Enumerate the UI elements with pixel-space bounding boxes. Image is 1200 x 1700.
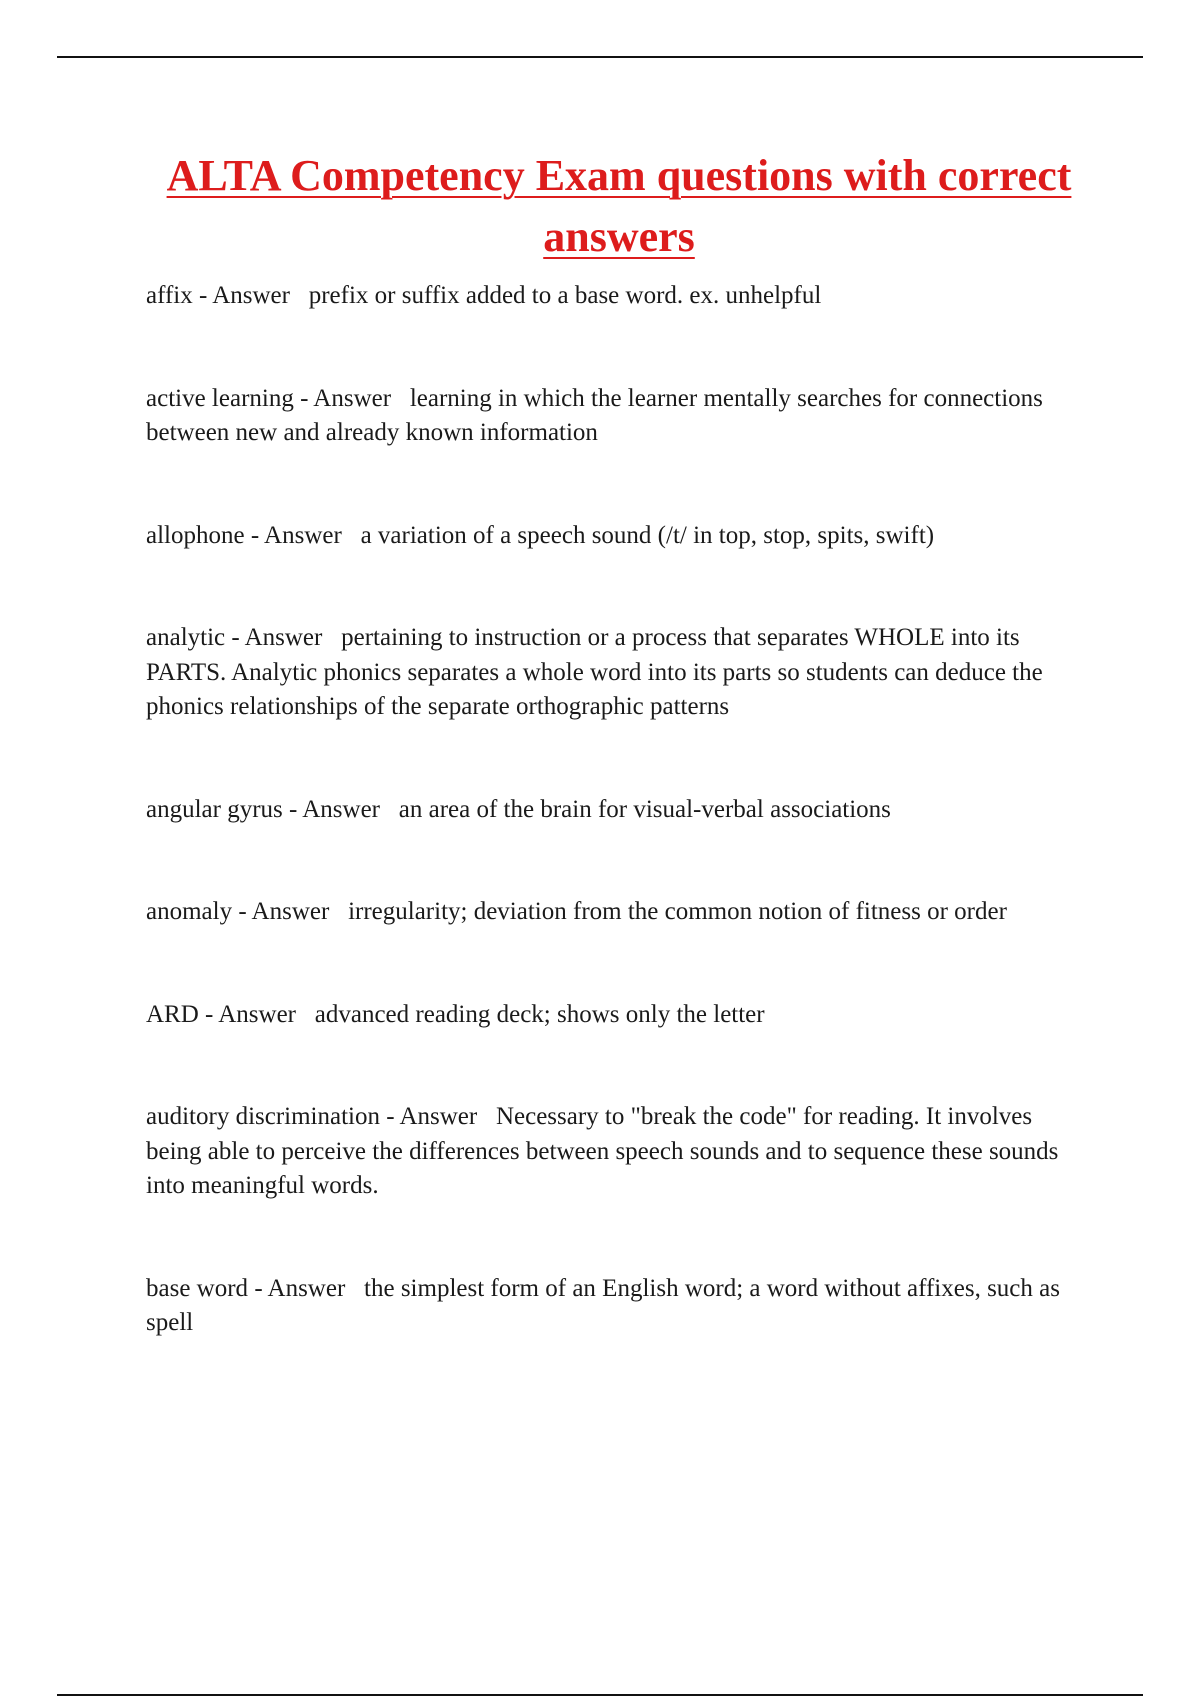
entry-term: base word (146, 1274, 249, 1302)
entry-term: affix (146, 282, 193, 309)
entry-answer: the simplest form of an English word; a word without affixes, such as spell (146, 1274, 1060, 1336)
entry: ARD - Answer advanced reading deck; shows only the letter (146, 1000, 765, 1028)
answer-label: Answer (313, 384, 392, 412)
entry-term: angular gyrus (146, 795, 283, 823)
entry-answer: irregularity; deviation from the common notion of fitness or order (348, 898, 1007, 925)
top-rule (57, 56, 1143, 58)
entry: allophone - Answer a variation of a speech sound (/t/ in top, stop, spits, swift) (146, 521, 935, 549)
entry-answer: learning in which the learner mentally searches for connections between new and already known information (146, 384, 1043, 446)
entry: angular gyrus - Answer an area of the brain for visual-verbal associations (146, 795, 891, 823)
entry: analytic - Answer pertaining to instruction or a process that separates WHOLE into its PARTS. Analytic phonics separates a whole word into its parts so students can deduce the phonics relationships of the separate orthographic patterns (146, 624, 1043, 720)
bottom-rule (57, 1694, 1143, 1696)
entry-answer: advanced reading deck; shows only the letter (314, 1000, 765, 1028)
answer-label: Answer (251, 898, 330, 925)
entry-answer: prefix or suffix added to a base word. ex. unhelpful (308, 282, 822, 309)
answer-label: Answer (218, 1000, 297, 1028)
answer-label: Answer (399, 1103, 478, 1130)
entry-list (146, 279, 1092, 1409)
entry-term: allophone (146, 521, 245, 549)
entry-term: active learning (146, 384, 294, 412)
answer-label: Answer (264, 521, 342, 549)
answer-label: Answer (302, 795, 380, 823)
entry-answer: Necessary to "break the code" for reading. It involves being able to perceive the differences between speech sounds and to sequence these sounds into meaningful words. (146, 1103, 1059, 1199)
answer-label: Answer (267, 1274, 346, 1302)
entry-answer: pertaining to instruction or a process that separates WHOLE into its PARTS. Analytic phonics separates a whole word into its parts so students can deduce the phonics relationships of the separate orthographic patterns (146, 624, 1043, 720)
entry: anomaly - Answer irregularity; deviation from the common notion of fitness or order (146, 898, 1007, 925)
answer-label: Answer (244, 624, 323, 651)
page-title: ALTA Competency Exam questions with correct answers (166, 151, 1072, 261)
entry: auditory discrimination - Answer Necessary to "break the code" for reading. It involves being able to perceive the differences between speech sounds and to sequence these sounds into meaningful words. (146, 1103, 1059, 1199)
entry-term: auditory discrimination (146, 1103, 380, 1130)
entry: affix - Answer prefix or suffix added to a base word. ex. unhelpful (146, 282, 822, 309)
entry-term: anomaly (146, 898, 233, 925)
entry-answer: a variation of a speech sound (/t/ in top, stop, spits, swift) (360, 521, 935, 549)
entry-term: ARD (146, 1000, 199, 1028)
entry: active learning - Answer learning in which the learner mentally searches for connections between new and already known information (146, 384, 1043, 446)
entry: base word - Answer the simplest form of an English word; a word without affixes, such as spell (146, 1274, 1060, 1336)
entry-answer: an area of the brain for visual-verbal associations (398, 795, 891, 823)
entry-term: analytic (146, 624, 226, 651)
answer-label: Answer (212, 282, 290, 309)
